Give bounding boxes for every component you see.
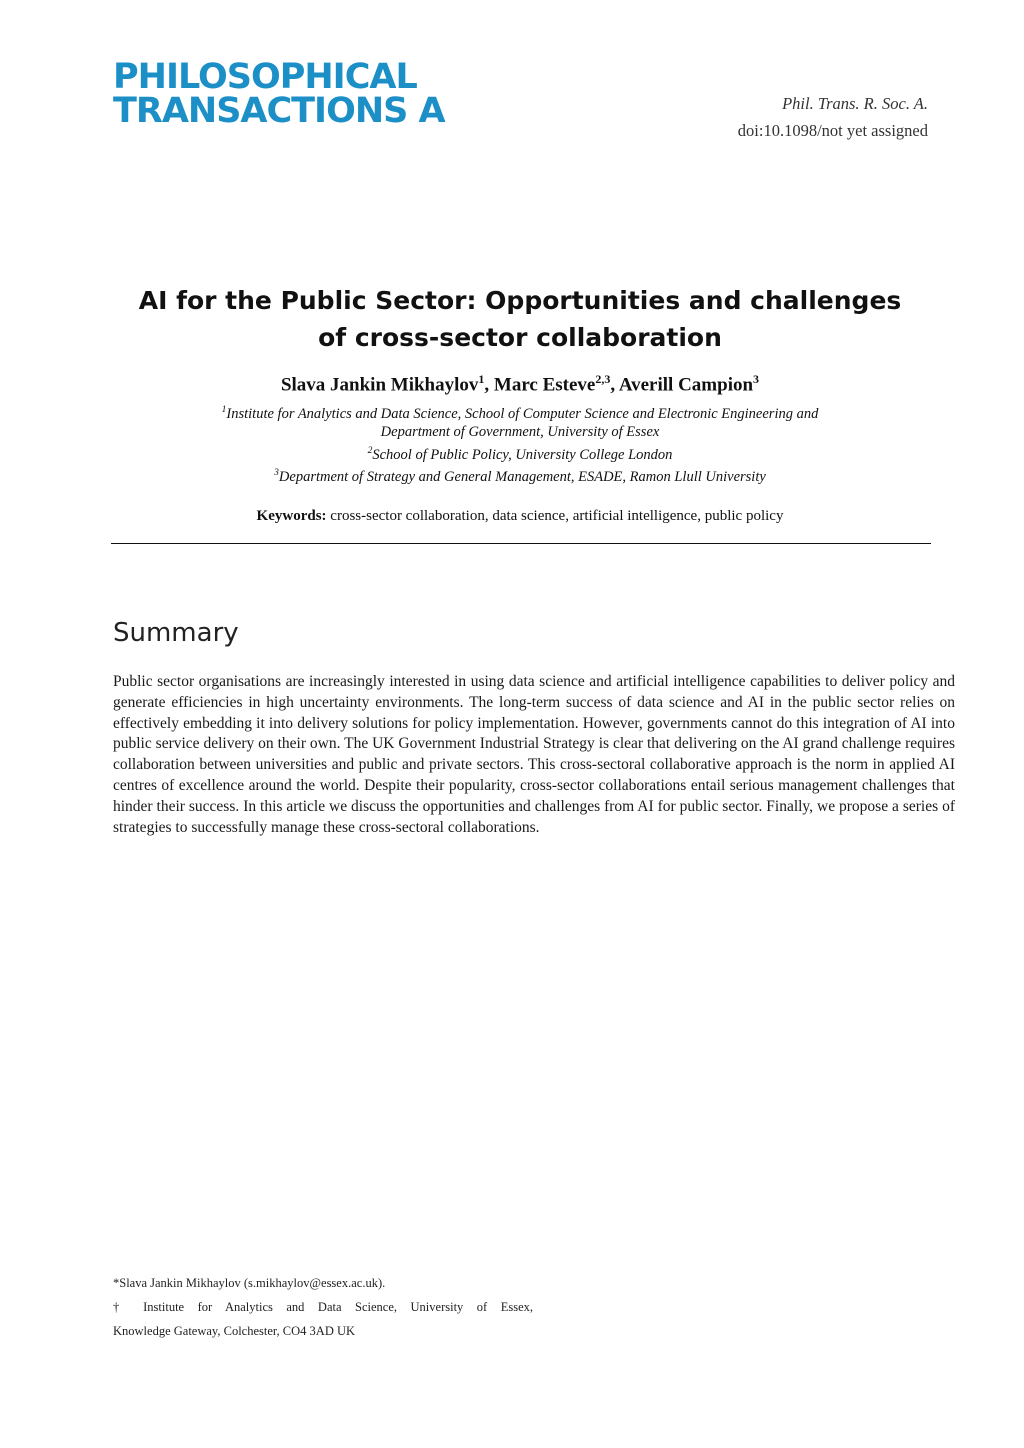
corresponding-author-note: *Slava Jankin Mikhaylov (s.mikhaylov@essex.ac.uk). [113,1276,386,1290]
journal-citation [738,90,928,144]
journal-logo [113,57,445,131]
author-list [100,366,940,398]
affiliation-line: $^2$School of Public Policy, University College London [367,446,673,463]
logo-line-1: PHILOSOPHICAL [113,57,417,97]
address-line-2: Knowledge Gateway, Colchester, CO4 3AD UK [113,1324,356,1338]
paper-title [100,282,940,356]
affiliation-line: $^3$Department of Strategy and General Management, ESADE, Ramon Llull University [274,468,766,486]
doi: doi:10.1098/not yet assigned [737,121,928,140]
keywords-text: cross-sector collaboration, data science, artificial intelligence, public policy [326,508,784,524]
keywords [100,506,940,526]
summary-heading: Summary [113,618,239,648]
header-divider [111,543,931,544]
affiliation-mark: 2 [367,446,373,457]
author-separator: , [484,374,494,396]
author-name: Averill Campion [618,374,754,396]
affiliation-mark: 3 [274,468,279,479]
author-affiliation-mark: 2,3 [595,372,611,386]
journal-name: Phil. Trans. R. Soc. A. [782,94,928,113]
affiliation-line: $^1$Institute for Analytics and Data Science, School of Computer Science and Electronic Engineering and [221,405,819,422]
author-affiliation-mark: 1 [478,372,485,386]
footnotes [113,1271,533,1343]
author-name: Marc Esteve [493,374,596,396]
logo-line-2: TRANSACTIONS A [113,91,445,131]
address-line-1: † Institute for Analytics and Data Science, University of Essex, [113,1300,533,1314]
author-name: Slava Jankin Mikhaylov [280,374,479,396]
title-line-2: of cross-sector collaboration [318,323,722,352]
author-separator: , [610,374,619,396]
keywords-label: Keywords: [256,508,327,524]
summary-body: Public sector organisations are increasingly interested in using data science and artificial intelligence capabilities to deliver policy and generate efficiencies in high uncertainty environments. The long-term success of data science and AI in the public sector relies on effectively embedding it into delivery solutions for policy implementation. However, governments cannot do this integration of AI into public service delivery on their own. The UK Government Industrial Strategy is clear that delivering on the AI grand challenge requires collaboration between universities and public and private sectors. This cross-sectoral collaborative approach is the norm in applied AI centres of excellence around the world. Despite their popularity, cross-sector collaborations entail serious management challenges that hinder their success. In this article we discuss the opportunities and challenges from AI for public sector. Finally, we propose a series of strategies to successfully manage these cross-sectoral collaborations. [113,673,955,836]
affiliations [100,401,940,487]
affiliation-mark: 1 [221,405,227,415]
author-affiliation-mark: 3 [753,372,760,386]
affiliation-line: Department of Government, University of Essex [380,424,660,441]
title-line-1: AI for the Public Sector: Opportunities and challenges [138,286,902,315]
